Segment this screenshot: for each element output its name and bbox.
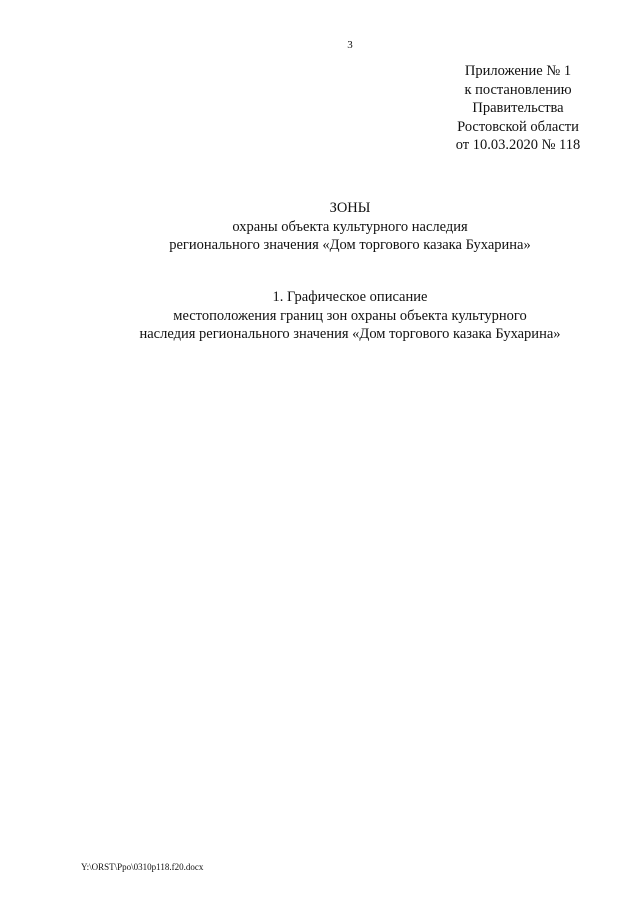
section-heading <box>0 288 640 344</box>
section-line: местоположения границ зон охраны объекта культурного <box>173 307 527 324</box>
title-heading: ЗОНЫ <box>329 200 371 216</box>
section-line: 1. Графическое описание <box>272 289 428 305</box>
appendix-line: Приложение № 1 <box>464 63 572 79</box>
document-title <box>0 199 640 255</box>
title-line: охраны объекта культурного наследия <box>232 218 468 235</box>
appendix-line: Правительства <box>472 100 564 116</box>
section-line: наследия регионального значения «Дом торгового казака Бухарина» <box>139 326 561 342</box>
appendix-line: к постановлению <box>464 81 572 98</box>
appendix-line: от 10.03.2020 № 118 <box>455 137 581 153</box>
title-line: регионального значения «Дом торгового казака Бухарина» <box>169 237 531 253</box>
file-path-footer: Y:\ORST\Ppo\0310p118.f20.docx <box>81 862 204 872</box>
page-number: 3 <box>347 39 353 51</box>
appendix-block <box>450 62 586 155</box>
appendix-line: Ростовской области <box>457 118 579 135</box>
